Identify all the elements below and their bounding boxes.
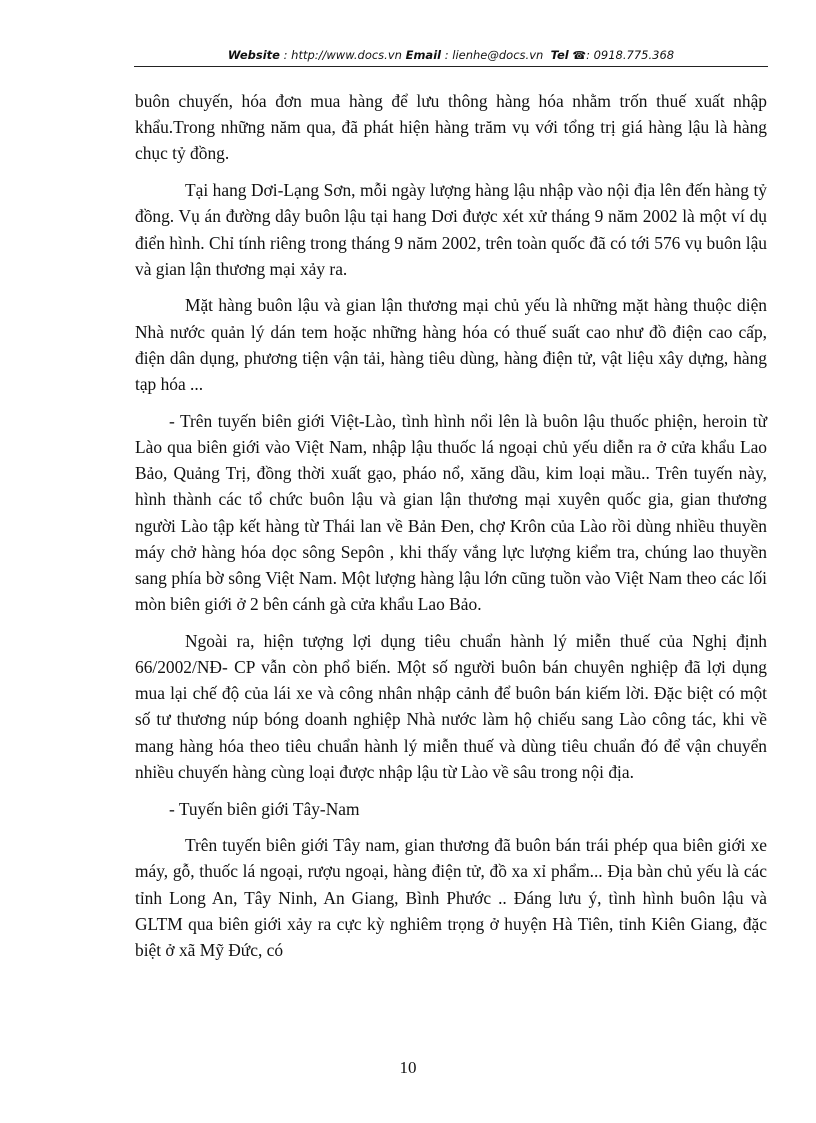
website-separator: : [279,48,292,62]
paragraph-mat-hang: Mặt hàng buôn lậu và gian lận thương mại chủ yếu là những mặt hàng thuộc diện Nhà nước quản lý dán tem hoặc những hàng hóa có thuế suất cao như đồ điện cao cấp, điện dân dụng, phương tiện vận tải, hàng tiêu dùng, hàng điện tử, vật liệu xây dựng, hàng tạp hóa ... [135,295,767,395]
document-body [135,88,767,974]
website-label: Website [227,48,280,62]
section-heading-tay-nam: - Tuyến biên giới Tây-Nam [169,798,360,819]
telephone-icon: ☎ [572,49,587,62]
tel-label: Tel [550,48,569,62]
website-link[interactable]: http://www.docs.vn [291,48,402,62]
paragraph-ngoai-ra: Ngoài ra, hiện tượng lợi dụng tiêu chuẩn hành lý miễn thuế của Nghị định 66/2002/NĐ- CP vẫn còn phổ biến. Một số người buôn bán chuyên nghiệp đã lợi dụng mua lại chế độ của lái xe và công nhân nhập cảnh để buôn bán kiếm lời. Đặc biệt có một số tư thương núp bóng doanh nghiệp Nhà nước làm hộ chiếu sang Lào công tác, khi về mang hàng hóa theo tiêu chuẩn hành lý miễn thuế và dùng tiêu chuẩn đó để vận chuyển nhiều chuyến hàng cùng loại được nhập lậu từ Lào về sâu trong nội địa. [135,630,767,782]
paragraph-viet-lao: - Trên tuyến biên giới Việt-Lào, tình hình nổi lên là buôn lậu thuốc phiện, heroin từ Lào qua biên giới vào Việt Nam, nhập lậu thuốc lá ngoại chủ yếu diễn ra ở cửa khẩu Lao Bảo, Quảng Trị, đồng thời xuất gạo, pháo nổ, xăng dầu, kim loại mầu.. Trên tuyến này, hình thành các tổ chức buôn lậu và gian lận thương mại xuyên quốc gia, gian thương người Lào tập kết hàng từ Thái lan về Bản Đen, chợ Krôn của Lào rồi dùng nhiều thuyền máy chở hàng hóa dọc sông Sepôn , khi thấy vắng lực lượng kiểm tra, chúng lao thuyền sang phía bờ sông Việt Nam. Một lượng hàng lậu lớn cũng tuồn vào Việt Nam theo các lối mòn biên giới ở 2 bên cánh gà cửa khẩu Lao Bảo. [135,410,767,615]
paragraph-hang-doi: Tại hang Dơi-Lạng Sơn, mỗi ngày lượng hàng lậu nhập vào nội địa lên đến hàng tỷ đồng. Vụ án đường dây buôn lậu tại hang Dơi được xét xử tháng 9 năm 2002 là một ví dụ điển hình. Chỉ tính riêng trong tháng 9 năm 2002, trên toàn quốc đã có tới 576 vụ buôn lậu và gian lận thương mại xảy ra. [135,180,767,279]
email-separator: : [441,48,453,62]
email-link[interactable]: lienhe@docs.vn [452,48,544,62]
email-label: Email [405,48,442,62]
paragraph-tay-nam: Trên tuyến biên giới Tây nam, gian thương đã buôn bán trái phép qua biên giới xe máy, gỗ, thuốc lá ngoại, rượu ngoại, hàng điện tử, đồ xa xỉ phẩm... Địa bàn chủ yếu là các tỉnh Long An, Tây Ninh, An Giang, Bình Phước .. Đáng lưu ý, tình hình buôn lậu và GLTM qua biên giới xảy ra cực kỳ nghiêm trọng ở huyện Hà Tiên, tỉnh Kiên Giang, đặc biệt ở xã Mỹ Đức, có [135,835,767,961]
paragraph-continuation: buôn chuyến, hóa đơn mua hàng để lưu thông hàng hóa nhằm trốn thuế xuất nhập khẩu.Trong những năm qua, đã phát hiện hàng trăm vụ với tổng trị giá hàng lậu là hàng chục tỷ đồng. [135,91,767,164]
page-number: 10 [399,1058,417,1077]
page-header [134,46,768,67]
tel-separator: : [586,48,594,62]
tel-number: 0918.775.368 [593,48,675,62]
